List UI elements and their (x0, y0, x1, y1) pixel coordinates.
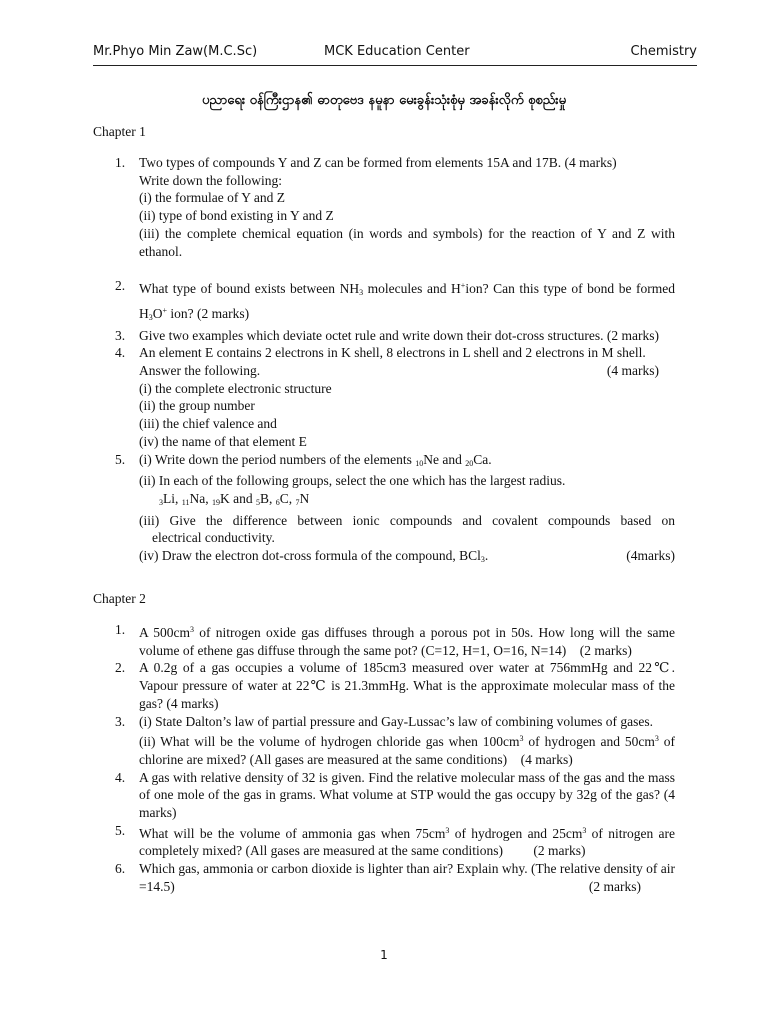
chapter-2-heading: Chapter 2 (93, 591, 146, 606)
chapter-1-heading: Chapter 1 (93, 124, 146, 139)
header-center: MCK Education Center (324, 44, 470, 59)
spacer (93, 260, 675, 277)
page-title: ပညာရေး ဝန်ကြီးဌာန၏ ဓာတုဗေဒ နမူနာ မေးခွန်းသုံးစုံမှ အခန်းလိုက် စုစည်းမှု (201, 93, 567, 108)
question: 2. A 0.2g of a gas occupies a volume of 185cm3 measured over water at 756mmHg and 22℃. Vapour pressure of water at 22℃ is 21.3mmHg. What is the approximate molecular mass of the gas? (4 marks) (115, 660, 675, 711)
question: 3. (i) State Dalton’s law of partial pressure and Gay-Lussac’s law of combining volumes of gases. (ii) What will be the volume of hydrogen chloride gas when $100cm^3$ of hydrogen and $50cm^3$ of chlorine are mixed? (All gases are measured at the same conditions) (4 marks) (115, 713, 675, 767)
question: 6. Which gas, ammonia or carbon dioxide is lighter than air? Explain why. (The relative density of air =14.5) (2 marks) (115, 861, 675, 894)
chapter-2-questions (93, 621, 675, 896)
question: 1. A $500cm^3$ of nitrogen oxide gas diffuses through a porous pot in 50s. How long will the same volume of ethene gas diffuse through the same pot? (C=12, H=1, O=16, N=14) (2 marks) (115, 622, 675, 658)
question: 4. A gas with relative density of 32 is given. Find the relative molecular mass of the gas and the mass of one mole of the gas in grams. What volume at STP would the gas occupy by 32g of the gas? (4 marks) (115, 769, 675, 821)
page-header (93, 44, 697, 66)
question: 4. An element E contains 2 electrons in K shell, 8 electrons in L shell and 2 electrons in M shell. Answer the following. (4 marks) (i) the complete electronic structure (ii) the group number (iii) the chief valence and (iv) the name of that element E (115, 345, 659, 449)
question: 2. What type of bound exists between $NH_3$ molecules and H+ion? Can this type of bond be formed $H_3O^+$ ion? (2 marks) (115, 278, 675, 322)
question: 5. (i) Write down the period numbers of the elements $_{10}$Ne and $_{20}$Ca. (ii) In each of the following groups, select the one which has the largest radius. $_3$Li, $_{11}$Na, $_{19}$K and $_5$B, $_6$C, $_7$N (iii) Give the difference between ionic compounds and covalent compounds based on electrical conductivity. (iv) Draw the electron dot-cross formula of the compound, BCl$_3$. (4marks) (115, 451, 675, 565)
chapter-1-questions (93, 154, 675, 569)
header-subject: Chemistry (630, 44, 697, 59)
header-author: Mr.Phyo Min Zaw(M.C.Sc) (93, 44, 258, 59)
page-number: 1 (380, 948, 388, 962)
question: 1. Two types of compounds Y and Z can be formed from elements 15A and 17B. (4 marks) Write down the following: (i) the formulae of Y and Z (ii) type of bond existing in Y and Z (iii) the complete chemical equation (in words and symbols) for the reaction of Y and Z with ethanol. (115, 155, 675, 259)
question: 5. What will be the volume of ammonia gas when $75cm^3$ of hydrogen and $25cm^3$ of nitrogen are completely mixed? (All gases are measured at the same conditions) (2 marks) (115, 822, 675, 859)
question: 3. Give two examples which deviate octet rule and write down their dot-cross structures. (2 marks) (115, 327, 659, 343)
